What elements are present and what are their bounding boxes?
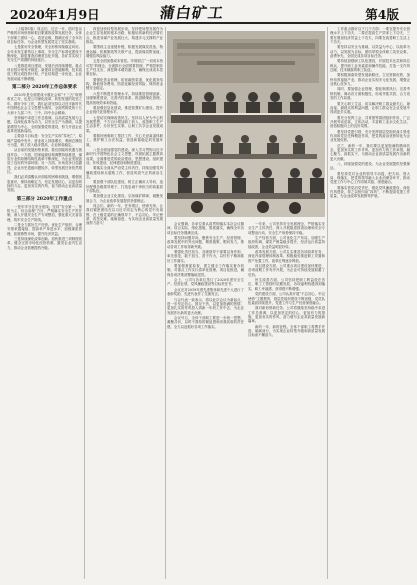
- paragraph: 面对新形势新任务，公司将继续坚持稳中求进工作总基调，以更加坚定的信心、更加有力的措施、更加务实的作风，奋力谱写企业高质量发展新篇章。: [248, 306, 325, 324]
- paragraph: 坚持稳中求进工作总基调，以高质量发展为主题，以深化改革为动力，以安全生产为基础，以提质增效为中心，全面加强党的建设，努力开创企业改革发展新局面。: [7, 115, 82, 133]
- paragraph: 会议号召，全体干部职工要进一步统一思想、凝聚共识，以时不我待的紧迫感和舍我其谁的责任感，全力以赴抓好各项工作落实。: [167, 315, 244, 329]
- paragraph: 我们必须清醒认识面临的困难和挑战，增强忧患意识，保持战略定力，坚定发展信心，以更加昂扬的斗志、更加务实的作风，奋力推动企业高质量发展。: [7, 175, 82, 193]
- paragraph: 会议强调，各单位要认真贯彻落实本次会议精神，结合实际，细化措施，狠抓落实，确保全年各项目标任务圆满完成。: [167, 222, 244, 235]
- paragraph: 要落实管党治党责任，强化党风廉政建设，深化作风建设，持之以恒纠治“四风”，不断提高党建工作质量，为企业改革发展保驾护航。: [330, 185, 410, 199]
- paragraph: 同志们，新的一年，任务艰巨，使命光荣。让我们紧密团结在以习近平同志为核心的党中央周围，在上级党委的正确领导下，不忘初心、牢记使命，攻坚克难、砥砺奋进，为实现企业高质量发展而努力奋斗！: [86, 204, 163, 226]
- article-column-1: [7, 27, 82, 579]
- paragraph: 六是不断提升管理水平。持续推进管理创新，加强制度建设，完善内控体系，推进精细化管理，提高管理效率和效能。: [86, 91, 163, 105]
- page-number: 第4版: [365, 7, 399, 22]
- paragraph: 一是牢牢守住安全底线。坚持“安全第一、预防为主、综合治理”方针，严格落实安全生产责任制，深入开展安全生产专项整治，强化重大灾害治理，筑牢安全生产防线。: [7, 204, 82, 222]
- paragraph: 八是推进项目建设，发展后劲持续增强。重点项目按计划有序推进，新建项目进展顺利，技术改造工程完成投资计划，产业结构进一步优化，企业发展动能不断增强。: [7, 63, 82, 81]
- column-divider: [165, 27, 166, 579]
- paragraph: （上接第1版）同志们，过去一年，面对复杂严峻的市场形势和艰巨繁重的改革发展任务，全体干部职工团结一心、攻坚克难，圆满完成了全年各项目标任务，为企业转型发展奠定了坚实基础。: [7, 27, 82, 45]
- paragraph: 从目前的发展形势来看，我们面临的机遇与挑战并存。一方面，国家能源结构调整持续推进，煤炭行业供给侧结构性改革不断深化，为企业发展创造了良好的外部环境；另一方面，市场竞争日趋激烈，企业历史遗留问题较多，转型发展任务依然艰巨。: [7, 148, 82, 174]
- paragraph: 要坚持以安全为基础，以效益为中心，以改革为动力，以发展为目标，团结带领全体职工攻坚克难，奋勇争先，全面完成各项目标任务。: [330, 45, 410, 59]
- masthead-rule: [6, 22, 411, 24]
- paragraph: 党的建设方面，公司认真开展“不忘初心、牢记使命”主题教育，基层党组织建设不断加强，党员队伍素质持续提升，党建工作与生产经营深度融合。: [248, 292, 325, 305]
- masthead: [0, 0, 417, 24]
- article-column-3: [167, 222, 244, 579]
- paragraph: 会议还对2019年度先进集体和先进个人进行了表彰奖励，先进代表作了交流发言。: [167, 287, 244, 297]
- column-divider: [84, 27, 85, 579]
- paragraph: 七是切实保障改善民生。坚持以人民为中心的发展思想，千方百计增加职工收入，改善职工生产生活条件，办好民生实事，让职工共享企业发展成果。: [86, 115, 163, 133]
- paragraph: 总之，新的一年，我们要以更加饱满的精神状态、更加务实的工作作风、更加有力的工作举措，凝心聚力、真抓实干，为推动企业高质量发展作出新的更大贡献。: [330, 143, 410, 161]
- paragraph: 三是持续深化改革创新。加快推进三项制度改革，健全完善市场化经营机制，激发企业内生活力，推动企业管理提档升级。: [7, 237, 82, 250]
- paragraph: 四是加快转型发展步伐。坚持把转型发展作为企业生存发展的根本出路，积极培育新的经济增长点，推进非煤产业发展壮大，构建多元支撑的产业格局。: [86, 27, 163, 45]
- paragraph: 要围绕主业延链补链，积极发展煤炭洗选、物流运输、机械制造等关联产业，提高煤炭附加值，增强抗风险能力。: [86, 45, 163, 59]
- paragraph: 工作重点做好以下几个方面：一要在提升安全管理水平上下功夫，二要在提高生产效率上下功夫，三要在增加经济效益上下功夫，四要在改善职工生活上下功夫。: [330, 27, 410, 45]
- paragraph: 改革发展方面，公司扎实推进各项改革任务，深化内部管理体制改革，积极稳妥推进职工安置和资产处置工作，改革红利逐步释放。: [248, 250, 325, 263]
- paragraph: 要加强干部队伍建设，树立正确用人导向，选好配强各级领导班子，打造忠诚干净担当的高素质干部队伍。: [86, 180, 163, 194]
- newspaper-logo: 蒲白矿工: [158, 4, 226, 22]
- paragraph: 要加强信息化建设，推进智慧矿山建设，提升企业现代化管理水平。: [86, 105, 163, 115]
- paragraph: 生产经营方面，公司优化生产布局，加强生产组织协调，煤炭产销量稳步提升，经济运行质量持续改善，企业效益明显好转。: [248, 236, 325, 249]
- paragraph: 要充分发挥工会、共青团等群团组织作用，广泛开展劳动竞赛、文体活动，丰富职工业余文化生活，营造积极向上的良好氛围。: [330, 115, 410, 129]
- paragraph: 要强化责任担当，各级领导干部要以身作则、率先垂范，敢于担当、善于作为，以钉钉子精神抓好工作落实。: [167, 250, 244, 263]
- paragraph: 要持续加强职工队伍建设，开展技术比武和岗位练兵，提升职工业务素质和操作技能，打造一支作风过硬、技术精湛的职工队伍。: [330, 59, 410, 73]
- paragraph: 二是全力抓好生产经营。优化生产组织，合理安排采掘接续，提高单产单进水平，加强煤质管理，拓展销售市场，提升经济效益。: [7, 223, 82, 236]
- column-divider: [327, 27, 328, 579]
- article-column-2: [86, 27, 163, 579]
- issue-date: 2020年1月9日: [10, 7, 100, 22]
- paragraph: 要加强督促检查，建立健全工作落实督办机制，对重点工作实行清单化管理、项目化推进，确保各项决策部署落地见效。: [167, 264, 244, 277]
- paragraph: 主要奋斗目标是：安全生产实现“零死亡”，原煤产量稳中有升，营业收入持续增长，利润总额扭亏为盈，职工收入稳步提高，企业和谐稳定。: [7, 134, 82, 147]
- paragraph: 一年来，公司坚持安全发展理念，严格落实安全生产主体责任，深入开展隐患排查治理和安全专项整治行动，安全生产形势保持平稳。: [248, 222, 325, 235]
- paragraph: 五是全面加强成本管控。牢固树立“一切成本皆可控”的理念，全面推行全面预算管理，严格控制非生产性支出，深挖降本增效潜力，确保完成成本控制目标。: [86, 59, 163, 77]
- paragraph: 民生改善方面，公司坚持把职工利益放在首位，职工工资按时足额发放，各项福利待遇得到落实，职工幸福感、获得感不断增强。: [248, 278, 325, 291]
- paragraph: 要坚持党对企业的领导不动摇，把方向、管大局、保落实，把党的领导融入企业治理各环节，推动党建工作与中心工作同频共振、深度融合。: [330, 171, 410, 185]
- paragraph: 要坚持党建引领，充分发挥基层党组织战斗堡垒作用和党员先锋模范作用，把党的政治优势转化为企业发展优势。: [330, 129, 410, 143]
- article-column-5: [330, 27, 410, 579]
- paragraph: 同时，要加强企业管理，强化制度执行，完善考核机制，调动各方面积极性，形成齐抓共管、合力攻坚的工作局面。: [330, 87, 410, 101]
- paragraph: 八是全面加强党的建设。深入学习贯彻习近平新时代中国特色社会主义思想，巩固拓展主题教育成果，全面推进党的政治建设、思想建设、组织建设、作风建设、纪律建设和制度建设。: [86, 147, 163, 165]
- paragraph: 要坚持问题导向，聚焦安全生产、经营管理、改革发展中的突出问题，精准施策，靶向发力，推动各项工作取得新突破。: [167, 236, 244, 249]
- paragraph: 与会代表一致表示，将以此次会议为新起点，进一步坚定信心、鼓足干劲，以更加饱满的热情、更加扎实的作风投入到新一年的工作中去，为企业发展作出新的更大贡献。: [167, 297, 244, 315]
- meeting-photo-image: [167, 31, 325, 217]
- article-column-4: [248, 222, 325, 579]
- section-heading: 第三部分 2020年工作重点: [16, 196, 73, 202]
- paragraph: 七是抓好安全管理，安全形势持续稳定向好。全年未发生重伤以上事故，安全生产标准化建设不断深化，隐患排查治理常态化开展，各矿井实现了安全生产周期的持续延长。: [7, 45, 82, 63]
- paragraph: 要积极探索转型发展新路径，立足资源优势，加快培育接续产业，推动企业实现多元化发展，增强企业核心竞争力。: [330, 73, 410, 87]
- paragraph: 2020年是全面建成小康社会和“十三五”规划收官之年，也是公司深化改革、转型发展的攻坚之年。做好今年工作，我们必须坚持以习近平新时代中国特色社会主义思想为指导，全面贯彻党的十九大和十九届二中、三中、四中全会精神。: [7, 93, 82, 115]
- paragraph: 八、持续加强党的建设，为企业发展提供坚强保证。: [330, 161, 410, 171]
- paragraph: 要加强企业文化建设，弘扬煤矿精神，凝聚发展合力，为企业改革发展提供坚强保证。: [86, 194, 163, 203]
- paragraph: 要强化资金管理，拓宽融资渠道，优化债务结构，降低财务费用，防范化解经营风险，保持资金链安全稳定。: [86, 77, 163, 91]
- paragraph: 要落实全面从严治党主体责任，持续加强党风廉政建设和反腐败工作，营造风清气正的政治生态。: [86, 166, 163, 179]
- section-heading: 第二部分 2020年工作总体要求: [12, 85, 77, 91]
- paragraph: 要关心职工生活，切实解决职工群众最关心、最直接、最现实的利益问题，让职工群众在企业发展中得到更多实惠。: [330, 101, 410, 115]
- paragraph: 项目建设方面，公司重点项目建设加快推进，各项前期工作有序开展，为企业可持续发展积蓄了后劲。: [248, 264, 325, 277]
- meeting-photo: [167, 31, 325, 217]
- paragraph: 新的一年，新的征程。全体干部职工将携手并进、砥砺前行，为实现企业转型升级和高质量发展目标而不懈奋斗。: [248, 324, 325, 338]
- paragraph: 要做好困难职工帮扶工作，关心关爱离退休职工，维护职工合法权益，营造和谐稳定的发展环境。: [86, 133, 163, 147]
- paragraph: 会上，公司与各单位签订了2020年度安全生产、经营业绩、党风廉政建设等目标责任书。: [167, 278, 244, 287]
